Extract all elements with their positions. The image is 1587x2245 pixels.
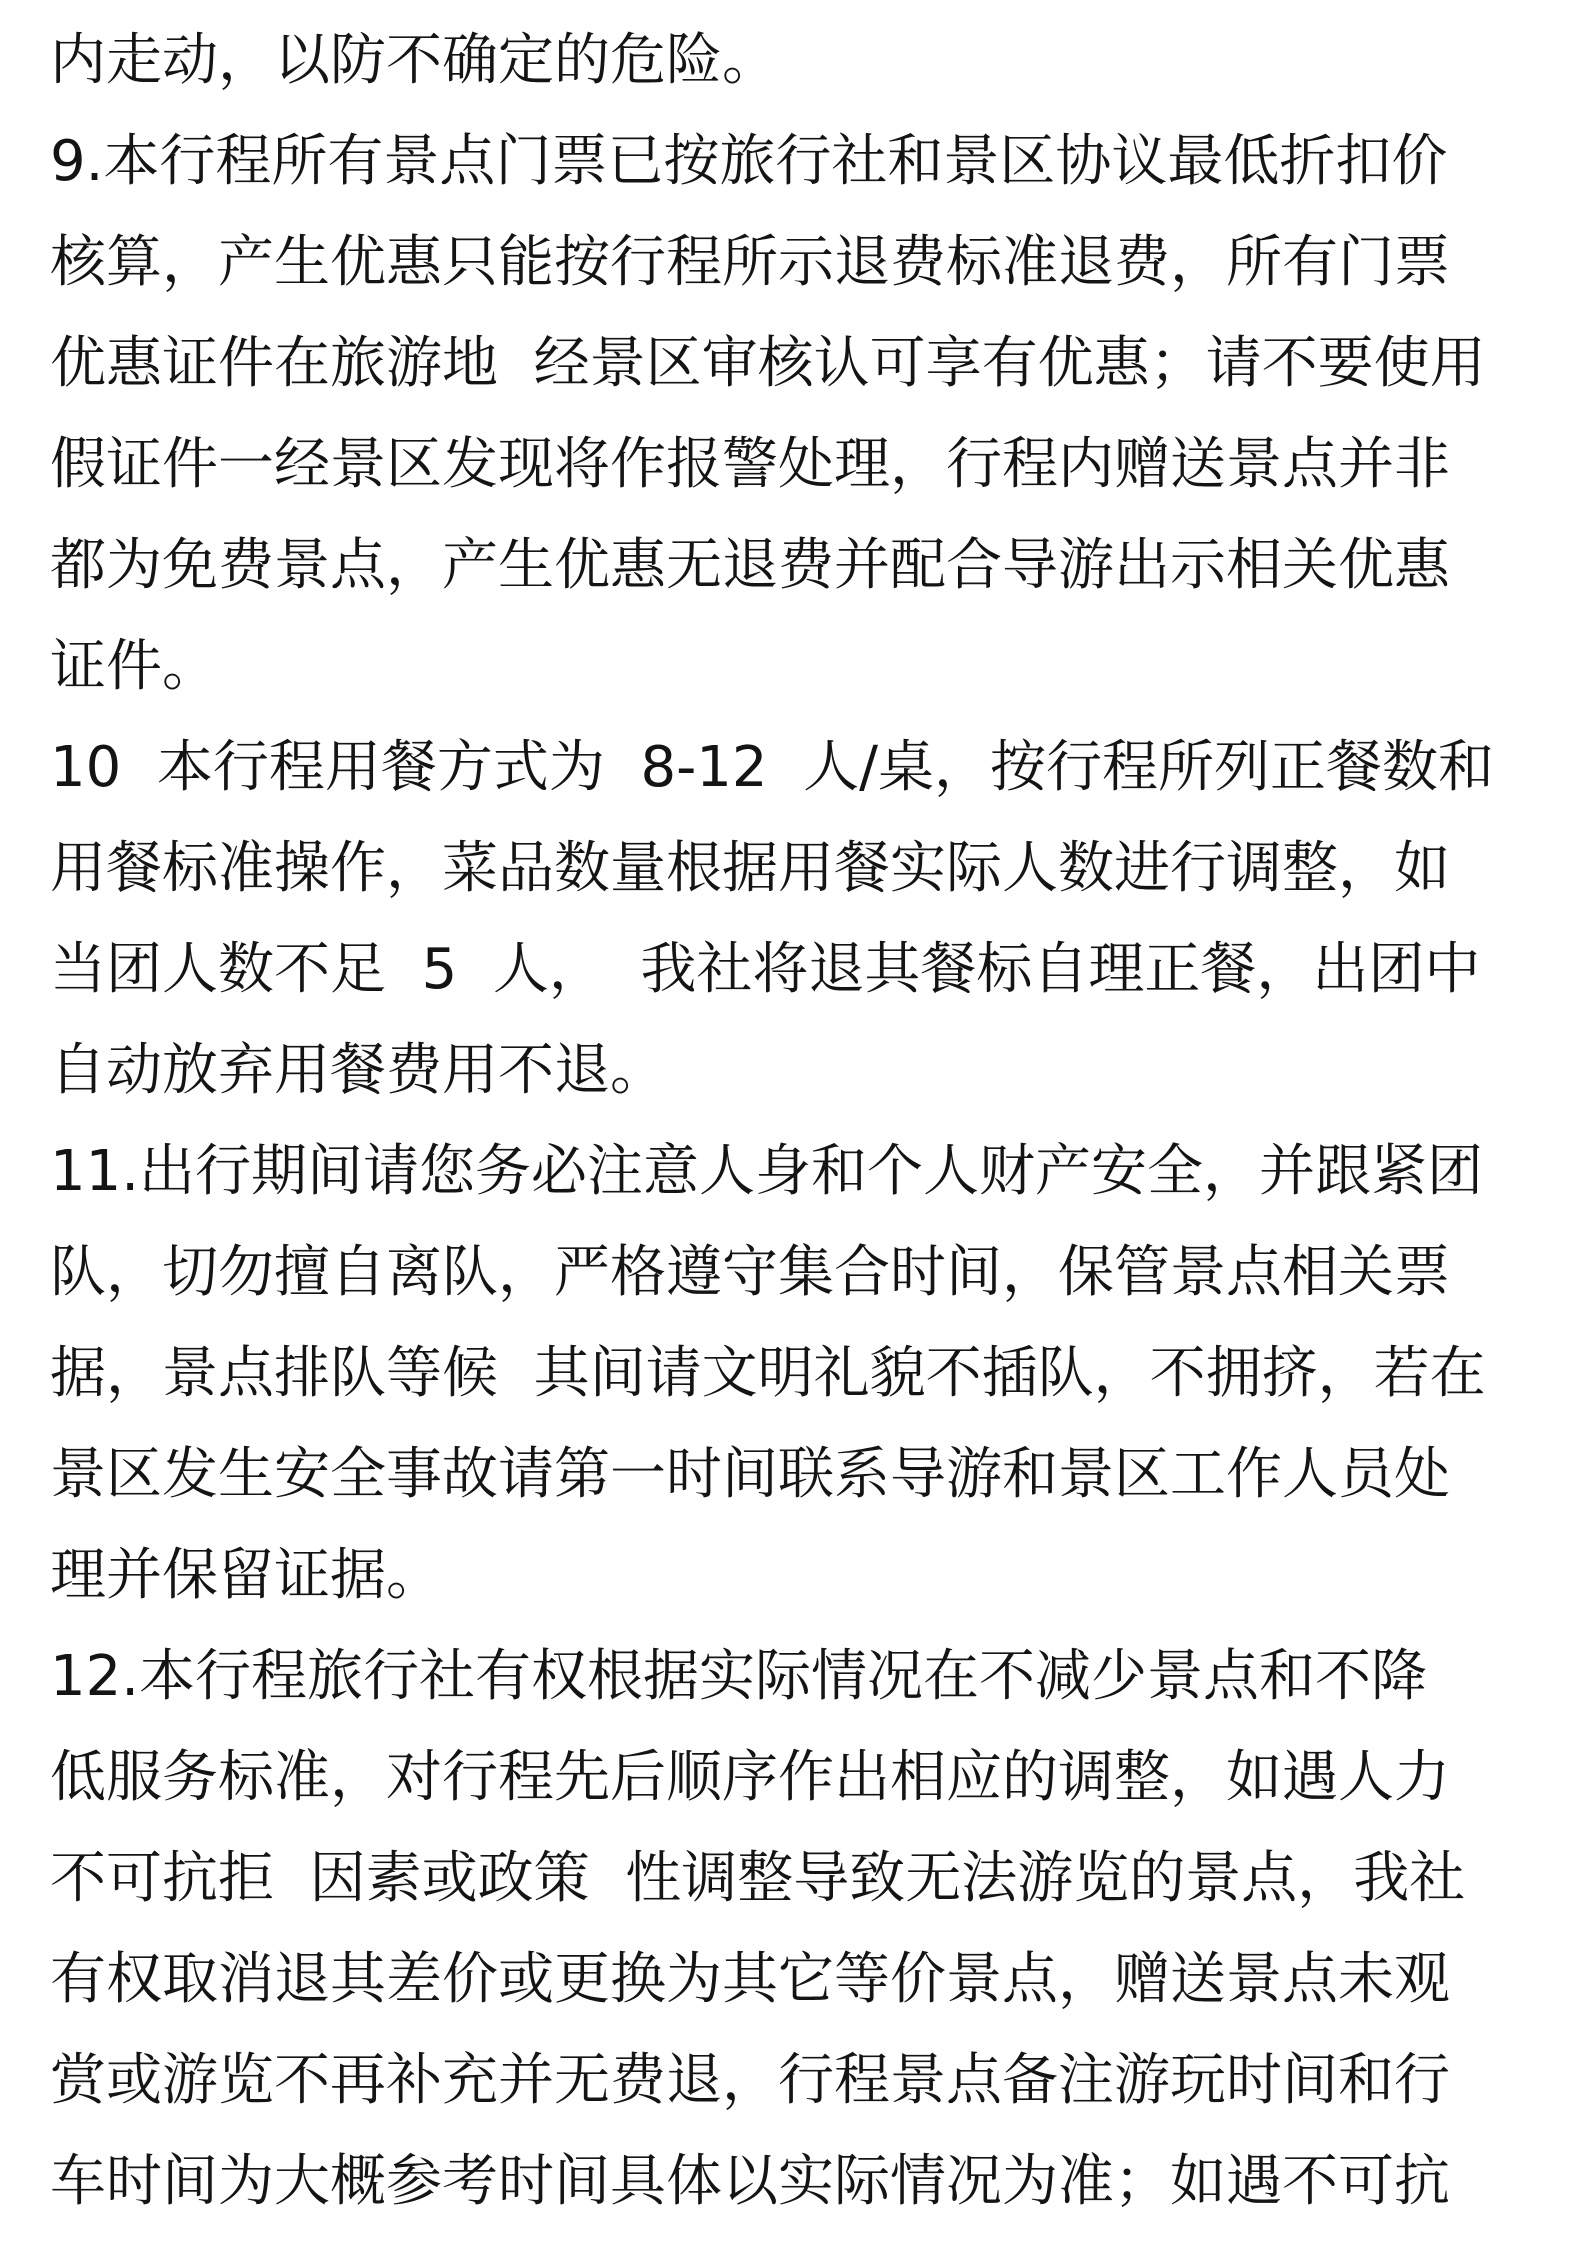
text-line: 证件。 [50, 634, 218, 699]
text-line: 赏或游览不再补充并无费退，行程景点备注游玩时间和行 [50, 2048, 1450, 2113]
text-line: 低服务标准，对行程先后顺序作出相应的调整，如遇人力 [50, 1745, 1450, 1810]
text-line: 理并保留证据。 [50, 1543, 442, 1608]
text-line: 有权取消退其差价或更换为其它等价景点，赠送景点未观 [50, 1947, 1450, 2012]
text-line: 当团人数不足 5 人， 我社将退其餐标自理正餐，出团中 [50, 937, 1481, 1002]
text-line: 景区发生安全事故请第一时间联系导游和景区工作人员处 [50, 1442, 1450, 1507]
text-line: 不可抗拒 因素或政策 性调整导致无法游览的景点，我社 [50, 1846, 1466, 1911]
text-line: 内走动，以防不确定的危险。 [50, 28, 778, 93]
text-line: 队，切勿擅自离队，严格遵守集合时间，保管景点相关票 [50, 1240, 1450, 1305]
text-line: 据，景点排队等候 其间请文明礼貌不插队，不拥挤，若在 [50, 1341, 1486, 1406]
text-line: 用餐标准操作，菜品数量根据用餐实际人数进行调整，如 [50, 836, 1450, 901]
text-line: 9.本行程所有景点门票已按旅行社和景区协议最低折扣价 [50, 129, 1448, 194]
text-line: 优惠证件在旅游地 经景区审核认可享有优惠；请不要使用 [50, 331, 1486, 396]
text-line: 12.本行程旅行社有权根据实际情况在不减少景点和不降 [50, 1644, 1428, 1709]
text-line: 车时间为大概参考时间具体以实际情况为准；如遇不可抗 [50, 2149, 1450, 2214]
text-line: 都为免费景点，产生优惠无退费并配合导游出示相关优惠 [50, 533, 1450, 598]
text-line: 核算，产生优惠只能按行程所示退费标准退费，所有门票 [50, 230, 1450, 295]
text-line: 假证件一经景区发现将作报警处理，行程内赠送景点并非 [50, 432, 1450, 497]
text-line: 自动放弃用餐费用不退。 [50, 1038, 666, 1103]
text-line: 11.出行期间请您务必注意人身和个人财产安全，并跟紧团 [50, 1139, 1484, 1204]
text-line: 10 本行程用餐方式为 8-12 人/桌，按行程所列正餐数和 [50, 735, 1495, 800]
